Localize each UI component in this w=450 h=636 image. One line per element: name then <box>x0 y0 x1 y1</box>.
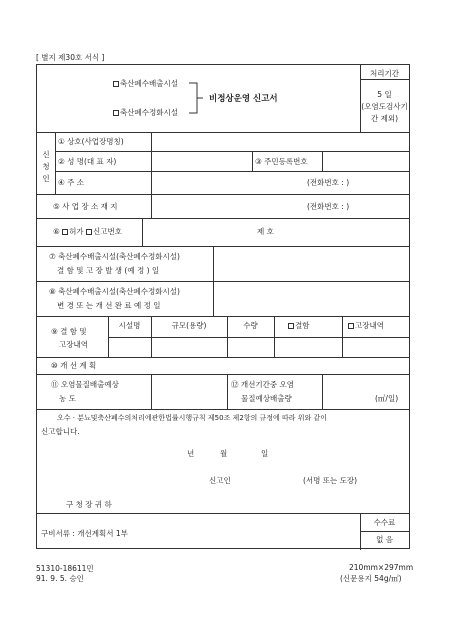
signature-label: (서명 또는 도장) <box>303 476 358 485</box>
resident-number-label: ③ 주민등록번호 <box>255 157 308 166</box>
expected-concentration-label-2: 농 도 <box>59 394 76 403</box>
processing-period-label: 처리기간 <box>370 69 399 78</box>
facility-purification-label: 축산폐수정화시설 <box>120 108 178 117</box>
fee-label: 수수료 <box>373 518 396 527</box>
report-checkbox[interactable] <box>86 229 92 235</box>
report-title: 비정상운영 신고서 <box>209 94 278 104</box>
applicant-label-3: 인 <box>42 174 50 183</box>
fault-date-label-1: ⑦ 축산폐수배출시설(축산폐수정화시설) <box>49 252 180 261</box>
date-month-label: 월 <box>220 449 228 458</box>
expected-discharge-label-2: 물질예상배출량 <box>241 394 292 403</box>
paper-size: 210mm×297mm <box>349 563 414 572</box>
fee-value: 없 음 <box>376 535 393 544</box>
discharge-unit-label: (㎥/일) <box>375 394 399 403</box>
address-field[interactable] <box>152 172 408 193</box>
applicant-label-1: 신 <box>42 150 50 159</box>
address-label: ④ 주 소 <box>58 178 84 187</box>
permit-circle-number: ⑥ <box>53 227 60 236</box>
statement-line-2: 신고합니다. <box>41 427 80 436</box>
facility-name-header: 시설명 <box>118 321 141 330</box>
permit-checkbox[interactable] <box>62 229 68 235</box>
statement-line-1: 오수 · 분뇨및축산폐수의처리에관한법률시행규칙 제50조 제2항의 규정에 따라 위와 같이 <box>57 414 328 422</box>
business-location-field[interactable] <box>152 195 408 217</box>
report-number-label: 신고번호 <box>93 227 122 236</box>
improvement-plan-label: ⑩ 개 선 계 획 <box>51 361 97 370</box>
form-number-label: [ 별지 제30호 서식 ] <box>36 53 105 62</box>
trade-name-label: ① 상호(사업장명칭) <box>58 137 124 146</box>
defect-checkbox[interactable] <box>288 323 294 329</box>
quantity-header: 수량 <box>243 321 258 330</box>
form-code: 51310-18611민 <box>36 564 94 573</box>
processing-period-note-1: (오염도검사기 <box>361 102 408 111</box>
date-day-label: 일 <box>261 449 269 458</box>
defect-details-label-2: 고장내역 <box>59 340 88 349</box>
reporter-label: 신고인 <box>209 476 231 485</box>
permit-label: 허가 <box>69 227 84 236</box>
permit-number-label <box>53 228 122 236</box>
expected-concentration-label-1: ⑪ 오염물질배출예상 <box>51 380 119 389</box>
fault-date-label-2: 결 함 및 고 장 발 생 (예 정 ) 일 <box>57 266 160 275</box>
completion-date-label-1: ⑧ 축산폐수배출시설(축산폐수정화시설) <box>49 287 180 296</box>
business-location-label: ⑤ 사 업 장 소 재 지 <box>53 202 118 211</box>
improvement-plan-field[interactable] <box>152 358 408 373</box>
report-form <box>36 64 410 549</box>
completion-date-label-2: 변 경 또 는 개 선 완 료 예 정 일 <box>57 301 161 310</box>
representative-name-field[interactable] <box>152 152 251 170</box>
trade-name-field[interactable] <box>152 133 408 150</box>
date-year-label: 년 <box>187 449 195 458</box>
defect-header-label: 결함 <box>295 321 310 330</box>
fault-details-checkbox[interactable] <box>348 323 354 329</box>
approval-date: 91. 9. 5. 승인 <box>36 574 84 583</box>
address-phone-label: (전화번호 : ) <box>307 178 350 187</box>
expected-discharge-label-1: ⑫ 개선기간중 오염 <box>231 380 294 389</box>
location-phone-label: (전화번호 : ) <box>307 202 350 211</box>
representative-name-label: ② 성 명(대 표 자) <box>58 157 117 166</box>
defect-details-label-1: ⑨ 결 함 및 <box>51 327 87 336</box>
resident-number-field[interactable] <box>323 152 408 170</box>
fault-date-field[interactable] <box>214 247 408 280</box>
bracket-icon <box>37 65 237 132</box>
processing-period-note-2: 간 제외) <box>370 114 399 123</box>
expected-concentration-field[interactable] <box>152 375 226 408</box>
applicant-label-2: 청 <box>42 162 50 171</box>
addressee-label: 구 청 장 귀 하 <box>66 500 112 509</box>
fault-details-header <box>348 322 384 330</box>
completion-date-field[interactable] <box>214 282 408 315</box>
fault-details-header-label: 고장내역 <box>355 321 384 330</box>
required-documents: 구비서류 : 개선계획서 1부 <box>41 529 128 538</box>
defect-header <box>288 322 310 330</box>
permit-number-field[interactable]: 제 호 <box>257 227 274 236</box>
scale-capacity-header: 규모(용량) <box>171 321 207 330</box>
processing-period-days: 5 일 <box>377 90 392 99</box>
paper-type: (신문용지 54g/㎡) <box>340 574 402 583</box>
facility-emission-label: 축산폐수배출시설 <box>120 79 178 88</box>
